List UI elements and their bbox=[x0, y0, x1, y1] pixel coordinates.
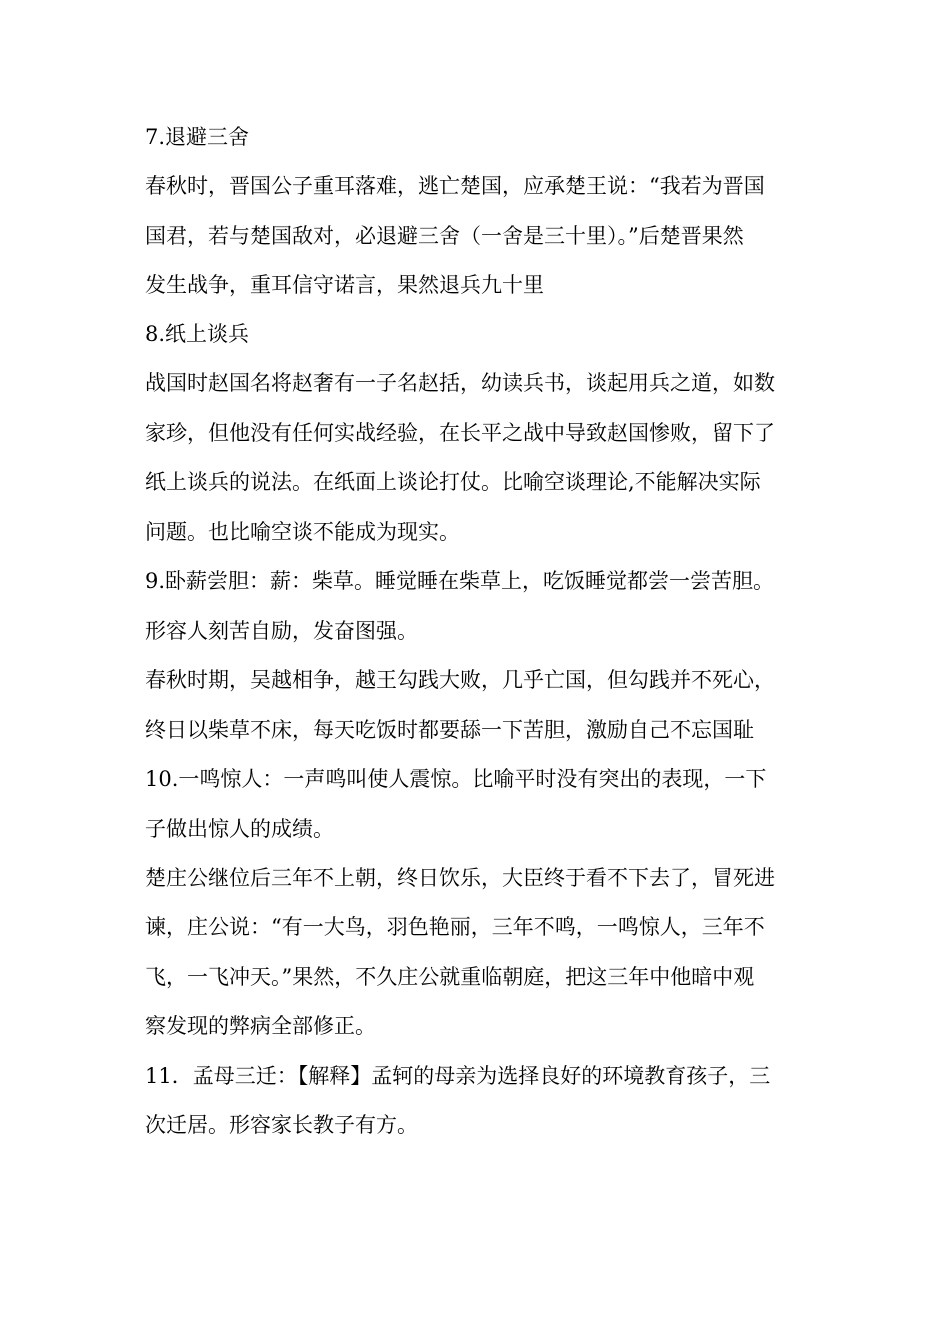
paragraph-line: 形容人刻苦自励，发奋图强。 bbox=[145, 619, 418, 643]
paragraph-line: 子做出惊人的成绩。 bbox=[145, 817, 334, 841]
paragraph-line: 察发现的弊病全部修正。 bbox=[145, 1014, 376, 1038]
section-heading-10: 10.一鸣惊人：一声鸣叫使人震惊。比喻平时没有突出的表现，一下 bbox=[145, 767, 767, 791]
paragraph-line: 问题。也比喻空谈不能成为现实。 bbox=[145, 520, 460, 544]
section-heading-11: 11．孟母三迁：【解释】孟轲的母亲为选择良好的环境教育孩子，三 bbox=[145, 1064, 771, 1088]
paragraph-line: 楚庄公继位后三年不上朝，终日饮乐，大臣终于看不下去了，冒死进 bbox=[145, 866, 775, 890]
paragraph-line: 终日以柴草不床，每天吃饭时都要舔一下苦胆，激励自己不忘国耻 bbox=[145, 718, 754, 742]
paragraph-line: 春秋时期，吴越相争，越王勾践大败，几乎亡国，但勾践并不死心， bbox=[145, 668, 775, 692]
paragraph-line: 春秋时，晋国公子重耳落难，逃亡楚国，应承楚王说：“我若为晋国 bbox=[145, 174, 765, 198]
section-heading-8: 8.纸上谈兵 bbox=[145, 322, 250, 346]
paragraph-line: 纸上谈兵的说法。在纸面上谈论打仗。比喻空谈理论,不能解决实际 bbox=[145, 470, 761, 494]
section-heading-9: 9.卧薪尝胆：薪：柴草。睡觉睡在柴草上，吃饭睡觉都尝一尝苦胆。 bbox=[145, 569, 775, 593]
paragraph-line: 发生战争，重耳信守诺言，果然退兵九十里 bbox=[145, 273, 544, 297]
paragraph-line: 飞，一飞冲天。”果然，不久庄公就重临朝庭，把这三年中他暗中观 bbox=[145, 965, 755, 989]
paragraph-line: 战国时赵国名将赵奢有一子名赵括，幼读兵书，谈起用兵之道，如数 bbox=[145, 371, 775, 395]
section-heading-7: 7.退避三舍 bbox=[145, 125, 250, 149]
paragraph-line: 谏，庄公说：“有一大鸟，羽色艳丽，三年不鸣，一鸣惊人，三年不 bbox=[145, 915, 765, 939]
paragraph-line: 家珍，但他没有任何实战经验，在长平之战中导致赵国惨败，留下了 bbox=[145, 421, 775, 445]
paragraph-line: 国君，若与楚国敌对，必退避三舍（一舍是三十里）。”后楚晋果然 bbox=[145, 224, 744, 248]
paragraph-line: 次迁居。形容家长教子有方。 bbox=[145, 1113, 418, 1137]
